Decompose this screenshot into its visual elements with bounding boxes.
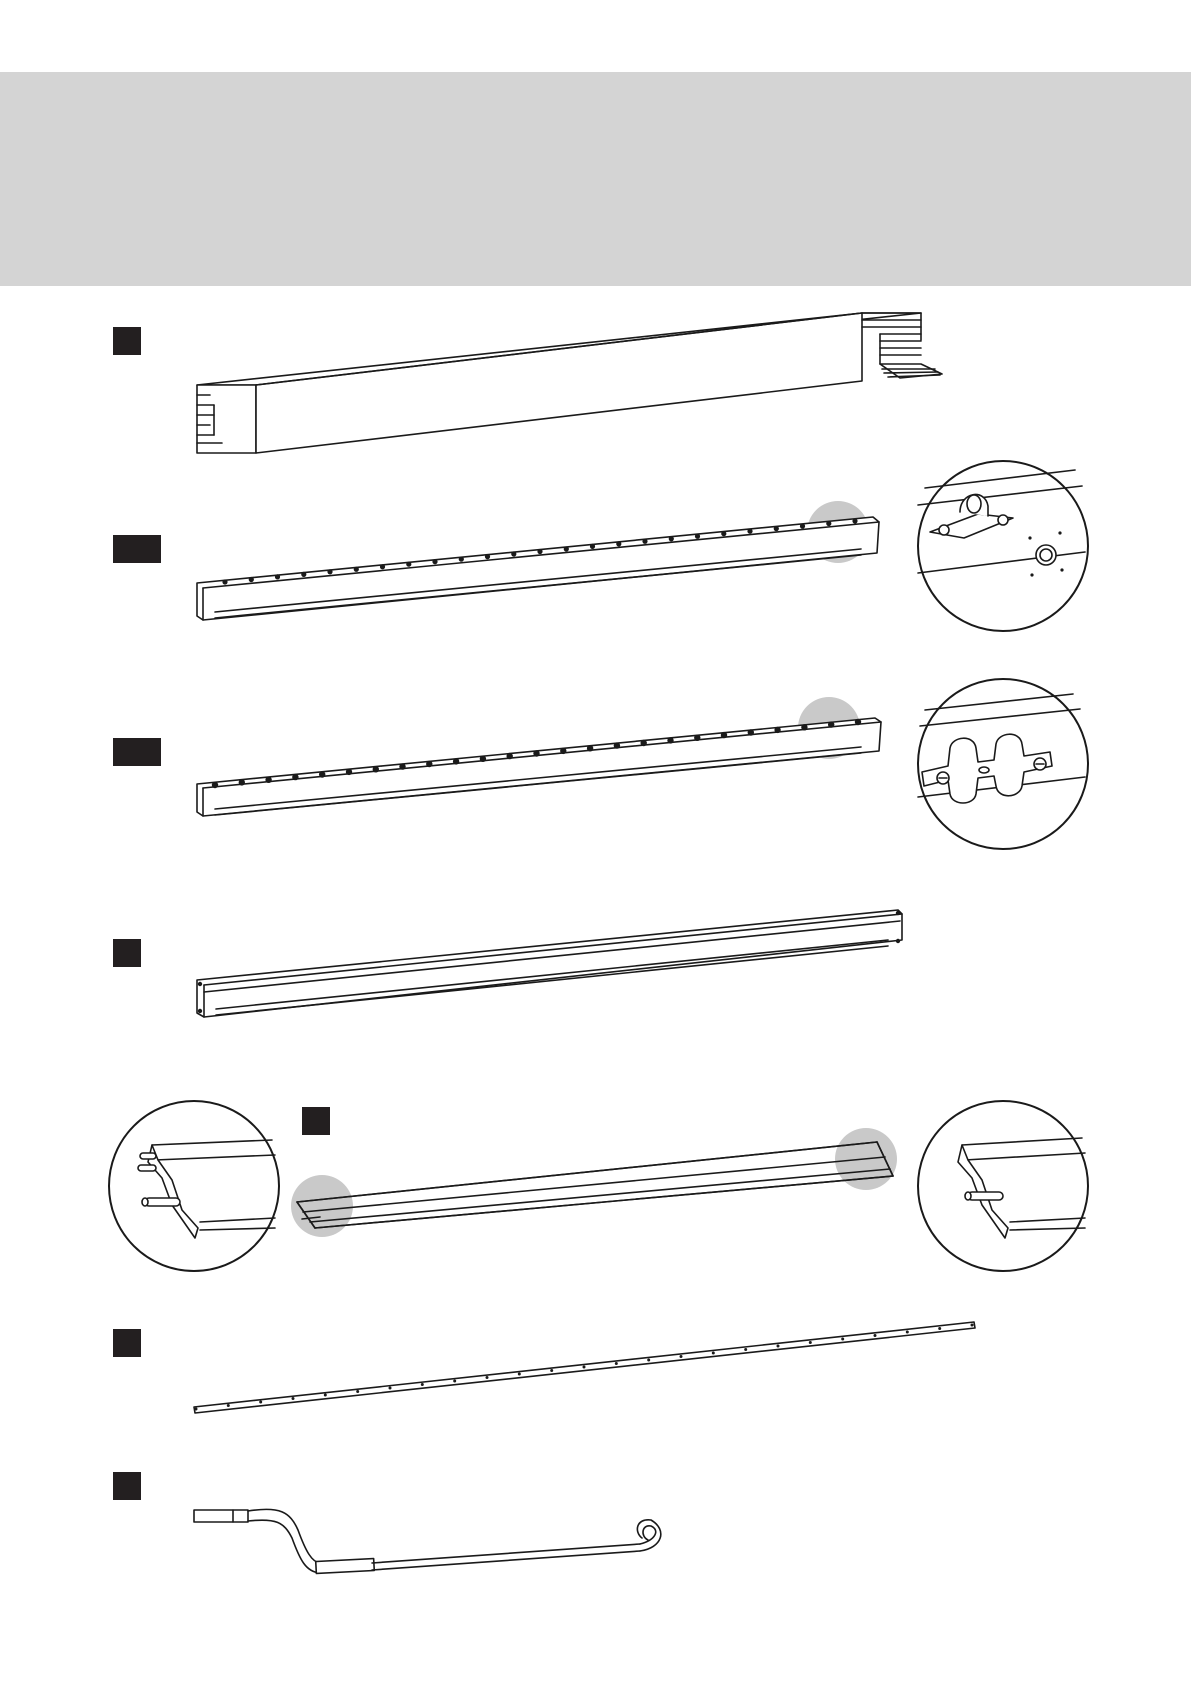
pivot-bracket: [432, 559, 437, 564]
strip-hole: [195, 1408, 198, 1411]
saddle-bracket: [507, 753, 513, 759]
saddle-bracket: [426, 761, 432, 767]
bottom-rail-channel: [197, 910, 902, 1017]
pivot-bracket: [354, 567, 359, 572]
roller-box-housing: [197, 313, 942, 453]
saddle-bracket: [346, 769, 352, 775]
strip-hole: [809, 1341, 812, 1344]
strip-hole: [227, 1404, 230, 1407]
pivot-bracket: [590, 544, 595, 549]
pivot-bracket: [537, 549, 542, 554]
saddle-bracket: [614, 742, 620, 748]
strip-hole: [550, 1369, 553, 1372]
saddle-bracket: [667, 737, 673, 743]
strip-hole: [259, 1401, 262, 1404]
pivot-bracket: [852, 518, 857, 523]
strip-hole: [777, 1345, 780, 1348]
pivot-bracket: [380, 564, 385, 569]
strip-hole: [356, 1390, 359, 1393]
pivot-bracket: [485, 554, 490, 559]
saddle-bracket: [212, 782, 218, 788]
pivot-bracket: [774, 526, 779, 531]
pivot-bracket: [642, 539, 647, 544]
strip-hole: [647, 1359, 650, 1362]
strip-hole: [518, 1373, 521, 1376]
saddle-bracket: [774, 727, 780, 733]
pivot-bracket: [275, 574, 280, 579]
saddle-bracket: [721, 732, 727, 738]
saddle-bracket: [560, 748, 566, 754]
strip-hole: [971, 1324, 974, 1327]
pivot-bracket: [826, 521, 831, 526]
saddle-bracket: [748, 729, 754, 735]
pivot-bracket: [721, 531, 726, 536]
strip-hole: [712, 1352, 715, 1355]
pivot-bracket: [406, 562, 411, 567]
strip-hole: [680, 1355, 683, 1358]
bar-with-end-pins: [291, 1128, 897, 1237]
saddle-bracket: [373, 766, 379, 772]
zoom-circle-pivot-bracket: [918, 461, 1088, 631]
strip-hole: [453, 1380, 456, 1383]
pivot-bracket: [695, 534, 700, 539]
strip-hole: [486, 1376, 489, 1379]
pivot-bracket: [511, 551, 516, 556]
top-rail-with-saddle-brackets: [197, 697, 881, 816]
pivot-bracket: [747, 529, 752, 534]
strip-hole: [615, 1362, 618, 1365]
pivot-bracket: [301, 572, 306, 577]
strip-hole: [324, 1394, 327, 1397]
strip-hole: [421, 1383, 424, 1386]
zoom-circle-pin-right: [918, 1101, 1088, 1271]
saddle-bracket: [641, 740, 647, 746]
top-rail-with-pivot-brackets: [197, 501, 879, 620]
strip-hole: [389, 1387, 392, 1390]
saddle-bracket: [399, 763, 405, 769]
saddle-bracket: [480, 756, 486, 762]
strip-hole: [906, 1331, 909, 1334]
zoom-circle-pin-left: [109, 1101, 279, 1271]
saddle-bracket: [587, 745, 593, 751]
perforated-flat-strip: [194, 1322, 975, 1413]
saddle-bracket: [265, 777, 271, 783]
saddle-bracket: [855, 719, 861, 725]
strip-hole: [292, 1397, 295, 1400]
pivot-bracket: [616, 541, 621, 546]
pivot-bracket: [669, 536, 674, 541]
pivot-bracket: [327, 569, 332, 574]
saddle-bracket: [694, 735, 700, 741]
pivot-bracket: [564, 546, 569, 551]
saddle-bracket: [239, 779, 245, 785]
saddle-bracket: [319, 771, 325, 777]
saddle-bracket: [453, 758, 459, 764]
strip-hole: [938, 1327, 941, 1330]
pivot-bracket: [249, 577, 254, 582]
saddle-bracket: [533, 750, 539, 756]
strip-hole: [583, 1366, 586, 1369]
strip-hole: [841, 1338, 844, 1341]
saddle-bracket: [828, 721, 834, 727]
zoom-circle-saddle-bracket: [918, 679, 1088, 849]
saddle-bracket: [292, 774, 298, 780]
pivot-bracket: [800, 524, 805, 529]
saddle-bracket: [801, 724, 807, 730]
pivot-bracket: [222, 579, 227, 584]
strip-hole: [744, 1348, 747, 1351]
strip-hole: [874, 1334, 877, 1337]
crank-handle-rod: [194, 1509, 661, 1573]
pivot-bracket: [459, 557, 464, 562]
